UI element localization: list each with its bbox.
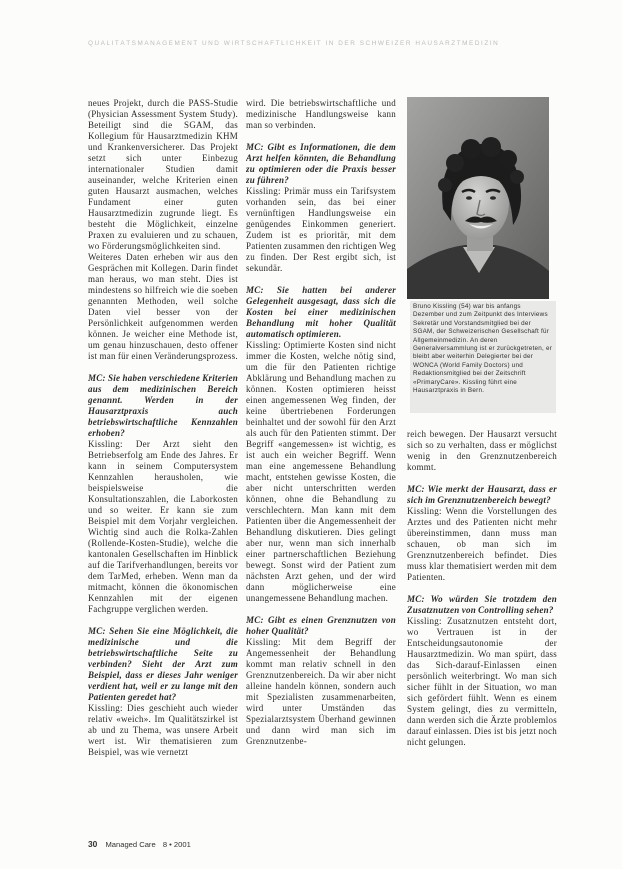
answer-paragraph: Kissling: Der Arzt sieht den Betriebserfolg am Ende des Jahres. Er kann in seinem Computersystem Kennzahlen herausholen, wie beispielsweise die Konsultationszahlen, die Laborkosten und so weiter. Er kann sie zum Beispiel mit dem Vorjahr vergleichen. Wichtig sind auch die Rolka-Zahlen (Rollende-Kosten-Studie), welche die kantonalen Gesellschaften im Hinblick auf die Tarifverhandlungen, bereits vor dem TarMed, erheben. Wenn man da mitmacht, können die ökonomischen Kennzahlen mit der eigenen Fachgruppe verglichen werden.: [88, 439, 238, 614]
page-number: 30: [88, 839, 98, 849]
text-column-3: [407, 429, 557, 834]
question-paragraph: MC: Gibt es Informationen, die dem Arzt helfen könnten, die Behandlung zu optimieren oder die Praxis besser zu führen?: [246, 142, 396, 185]
running-title: QUALITÄTSMANAGEMENT UND WIRTSCHAFTLICHKEIT IN DER SCHWEIZER HAUSARZTMEDIZIN: [88, 40, 500, 47]
question-paragraph: MC: Gibt es einen Grenznutzen von hoher Qualität?: [246, 615, 396, 636]
question-paragraph: MC: Wie merkt der Hausarzt, dass er sich im Grenznutzenbereich bewegt?: [407, 484, 557, 505]
portrait-photo: [407, 97, 549, 299]
answer-paragraph: Kissling: Dies geschieht auch wieder relativ «weich». Im Qualitätszirkel ist ab und zu Thema, was unsere Arbeit wert ist. Wir thematisieren zum Beispiel, was wie vernetzt: [88, 703, 238, 757]
answer-paragraph: Kissling: Mit dem Begriff der Angemessenheit der Behandlung kommt man relativ schnell in den Grenznutzenbereich. Da wir aber nicht alleine handeln können, sondern auch mit Spezialisten zusammenarbeiten, wird unter Umständen das Spezialarztsystem Überhand gewinnen und dann wird man sich im Grenznutzenbe-: [246, 637, 396, 746]
body-paragraph: Weiteres Daten erheben wir aus den Gesprächen mit Kollegen. Darin findet man heraus, wo man steht. Dies ist mindestens so hilfreich wie die soeben genannten Methoden, weil solche Daten viel besser von der Persönlichkeit aufgenommen werden können. Je weicher eine Methode ist, um genau hinzuschauen, desto offener ist man für einen Veränderungsprozess.: [88, 252, 238, 361]
answer-paragraph: Kissling: Optimierte Kosten sind nicht immer die Kosten, welche nötig sind, um die für den Patienten richtige Abklärung und Behandlung machen zu können. Kosten optimieren heisst einen angemessenen Weg finden, der keine übertriebenen Forderungen beinhaltet und der sowohl für den Arzt als auch für den Patienten stimmt. Der Begriff «angemessen» ist wichtig, es ist auch ein weicher Begriff. Wenn man eine angemessene Behandlung macht, entstehen gewisse Kosten, die aber nicht unterschritten werden können, ohne die Behandlung zu verschlechtern. Man kann mit dem Patienten über die Angemessenheit der Behandlung diskutieren. Dies gelingt aber nur, wenn man sich innerhalb einer partnerschaftlichen Beziehung bewegt. Sonst wird der Patient zum nächsten Arzt gehen, und der wird dann möglicherweise eine unangemessene Behandlung machen.: [246, 340, 396, 603]
question-paragraph: MC: Sehen Sie eine Möglichkeit, die medizinische und die betriebswirtschaftliche Seite zu verbinden? Sieht der Arzt zum Beispiel, dass er dieses Jahr weniger verdient hat, weil er zu lange mit den Patienten geredet hat?: [88, 626, 238, 702]
page-footer: [88, 839, 191, 850]
text-column-1: [88, 98, 238, 834]
answer-paragraph: Kissling: Zusatznutzen entsteht dort, wo Vertrauen ist in der Entscheidungsautonomie der Hausarztmedizin. Wo man spürt, dass das Sich-darauf-Einlassen einen persönlich weiterbringt. Wo man sich sicher fühlt in der Situation, wo man sich gefördert fühlt. Wenn es einem System gelingt, dies zu vermitteln, dann werden sich die Ärzte problemlos darauf einlassen. Dies ist bis jetzt noch nicht gelungen.: [407, 616, 557, 747]
answer-paragraph: Kissling: Wenn die Vorstellungen des Arztes und des Patienten nicht mehr übereinstimmen, dann muss man schauen, ob man sich im Grenznutzenbereich befindet. Dies muss klar thematisiert werden mit dem Patienten.: [407, 506, 557, 582]
issue-number: 8 • 2001: [162, 840, 191, 849]
text-column-2: [246, 98, 396, 834]
question-paragraph: MC: Wo würden Sie trotzdem den Zusatznutzen von Controlling sehen?: [407, 594, 557, 615]
body-paragraph: neues Projekt, durch die PASS-Studie (Physician Assessment System Study). Beteiligt sind die SGAM, das Kollegium für Hausarztmedizin KHM und Krankenversicherer. Das Projekt setzt sich unter Einbezug internationaler Studien damit auseinander, welche Kriterien einen guten Hausarzt ausmachen, welches Fundament einer guten Hausarztmedizin zugrunde liegt. Es besteht die Möglichkeit, einzelne Praxen zu evaluieren und zu schauen, wo Förderungsmöglichkeiten sind.: [88, 98, 238, 251]
body-paragraph: reich bewegen. Der Hausarzt versucht sich so zu verhalten, dass er möglichst wenig in den Grenznutzenbereich kommt.: [407, 429, 557, 472]
question-paragraph: MC: Sie hatten bei anderer Gelegenheit ausgesagt, dass sich die Kosten bei einer medizinischen Behandlung mit hoher Qualität automatisch optimieren.: [246, 285, 396, 339]
publication-name: Managed Care: [105, 840, 156, 849]
body-paragraph: wird. Die betriebswirtschaftliche und medizinische Handlungsweise kann man so verbinden.: [246, 98, 396, 130]
photo-caption: Bruno Kissling (54) war bis anfangs Dezember und zum Zeitpunkt des Interviews Sekretär und Vorstandsmitglied bei der SGAM, der Schweizerischen Gesellschaft für Allgemeinmedizin. An deren Generalversammlung ist er zurückgetreten, er bleibt aber weiterhin Delegierter bei der WONCA (World Family Doctors) und Redaktionsmitglied bei der Zeitschrift «PrimaryCare». Kissling führt eine Hausarztpraxis in Bern.: [410, 301, 556, 413]
question-paragraph: MC: Sie haben verschiedene Kriterien aus dem medizinischen Bereich genannt. Werden in der Hausarztpraxis auch betriebswirtschaftliche Kennzahlen erhoben?: [88, 373, 238, 438]
answer-paragraph: Kissling: Primär muss ein Tarifsystem vorhanden sein, das bei einer vernünftigen Handlungsweise ein genügendes Einkommen generiert. Zudem ist es prioritär, mit dem Patienten zusammen den richtigen Weg zu finden. Der Rest ergibt sich, ist sekundär.: [246, 186, 396, 273]
